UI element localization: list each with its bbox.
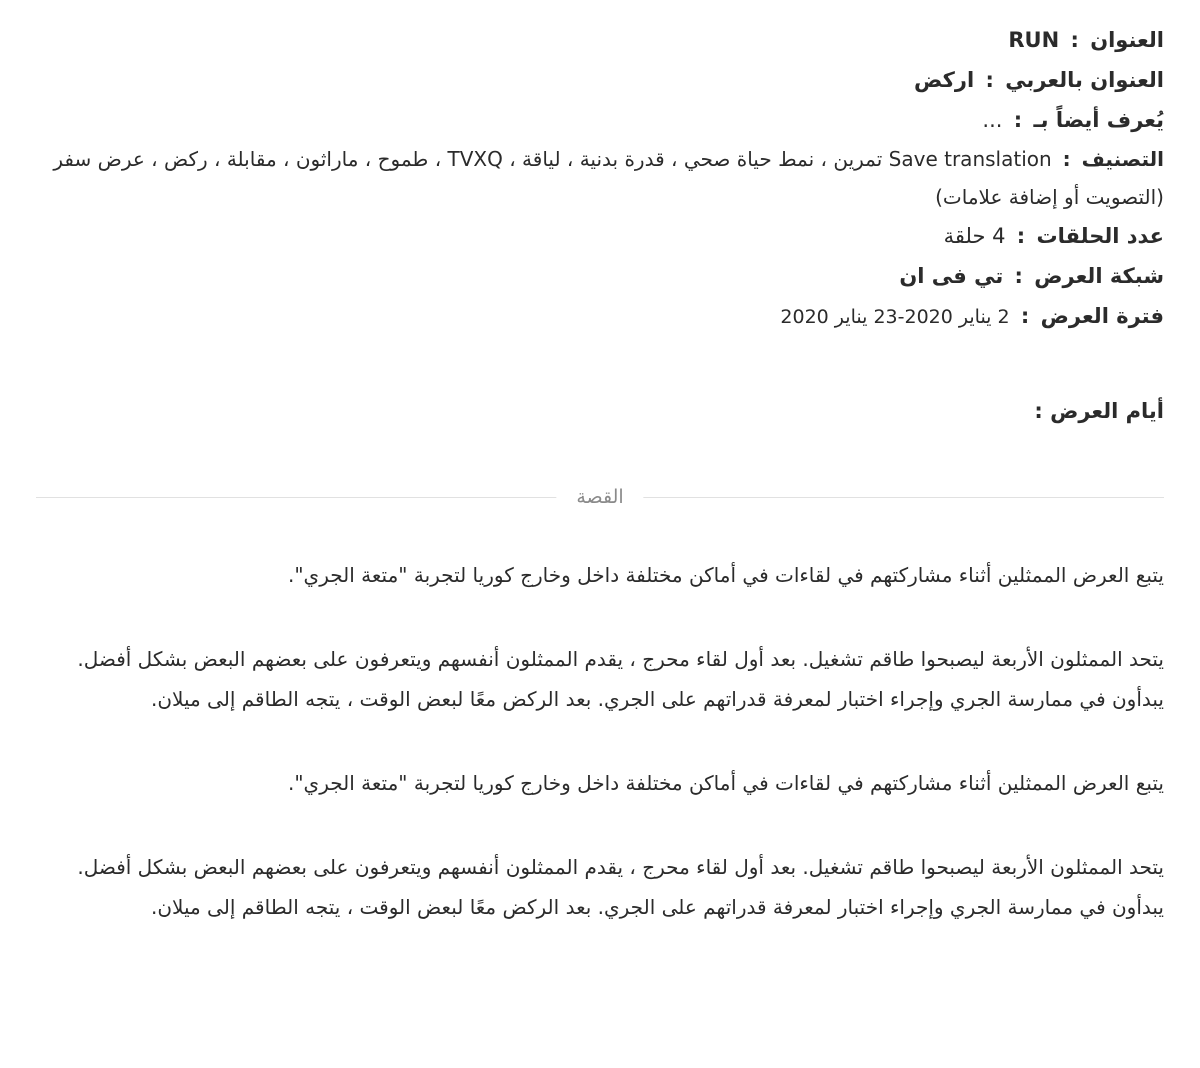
genre-tags[interactable]: Save translation تمرين ، نمط حياة صحي ، قدرة بدنية ، لياقة ، TVXQ ، طموح ، ماراثون ، مقابلة ، ركض ، عرض سفر (التصويت أو إضافة علامات) [53, 147, 1164, 209]
genre-label: التصنيف [1081, 147, 1164, 171]
episodes-label: عدد الحلقات [1036, 224, 1164, 248]
period-row: فترة العرض : 2 يناير 2020-23 يناير 2020 [780, 304, 1164, 328]
drama-details [36, 20, 1164, 337]
period-value: 2 يناير 2020-23 يناير 2020 [780, 306, 1010, 328]
title-row: العنوان : RUN [1008, 28, 1164, 52]
episodes-row: عدد الحلقات : 4 حلقة [943, 224, 1164, 248]
period-label: فترة العرض [1040, 304, 1164, 328]
story-paragraph: يتحد الممثلون الأربعة ليصبحوا طاقم تشغيل. بعد أول لقاء محرج ، يقدم الممثلون أنفسهم ويتعرفون على بعضهم البعض بشكل أفضل. يبدأون في ممارسة الجري وإجراء اختبار لمعرفة قدراتهم على الجري. بعد الركض معًا لبعض الوقت ، يتجه الطاقم إلى ميلان. [77, 855, 1164, 919]
episodes-value: 4 حلقة [943, 224, 1006, 248]
arabic-title-row: العنوان بالعربي : اركض [914, 68, 1164, 92]
aka-row: يُعرف أيضاً بـ : ... [982, 108, 1164, 132]
network-value[interactable]: تي فى ان [899, 264, 1004, 288]
network-row: شبكة العرض : تي فى ان [899, 264, 1164, 288]
aka-label: يُعرف أيضاً بـ [1033, 108, 1164, 132]
story-paragraph: يتحد الممثلون الأربعة ليصبحوا طاقم تشغيل. بعد أول لقاء محرج ، يقدم الممثلون أنفسهم ويتعرفون على بعضهم البعض بشكل أفضل. يبدأون في ممارسة الجري وإجراء اختبار لمعرفة قدراتهم على الجري. بعد الركض معًا لبعض الوقت ، يتجه الطاقم إلى ميلان. [77, 647, 1164, 711]
aka-value: ... [982, 108, 1003, 132]
story-paragraph: يتبع العرض الممثلين أثناء مشاركتهم في لقاءات في أماكن مختلفة داخل وخارج كوريا لتجربة "متعة الجري". [288, 771, 1164, 795]
story-heading: القصة [556, 481, 643, 513]
story-section [36, 555, 1164, 927]
arabic-title-value: اركض [914, 68, 975, 92]
broadcast-days-row: أيام العرض : [1034, 399, 1164, 423]
network-label: شبكة العرض [1034, 264, 1164, 288]
story-paragraph: يتبع العرض الممثلين أثناء مشاركتهم في لقاءات في أماكن مختلفة داخل وخارج كوريا لتجربة "متعة الجري". [288, 563, 1164, 587]
title-value: RUN [1008, 28, 1060, 52]
title-label: العنوان [1090, 28, 1164, 52]
genre-row: التصنيف : Save translation تمرين ، نمط حياة صحي ، قدرة بدنية ، لياقة ، TVXQ ، طموح ، ماراثون ، مقابلة ، ركض ، عرض سفر (التصويت أو إضافة علامات) [53, 147, 1164, 209]
arabic-title-label: العنوان بالعربي [1005, 68, 1164, 92]
broadcast-days-label: أيام العرض [1050, 399, 1164, 423]
story-divider [36, 477, 1164, 517]
